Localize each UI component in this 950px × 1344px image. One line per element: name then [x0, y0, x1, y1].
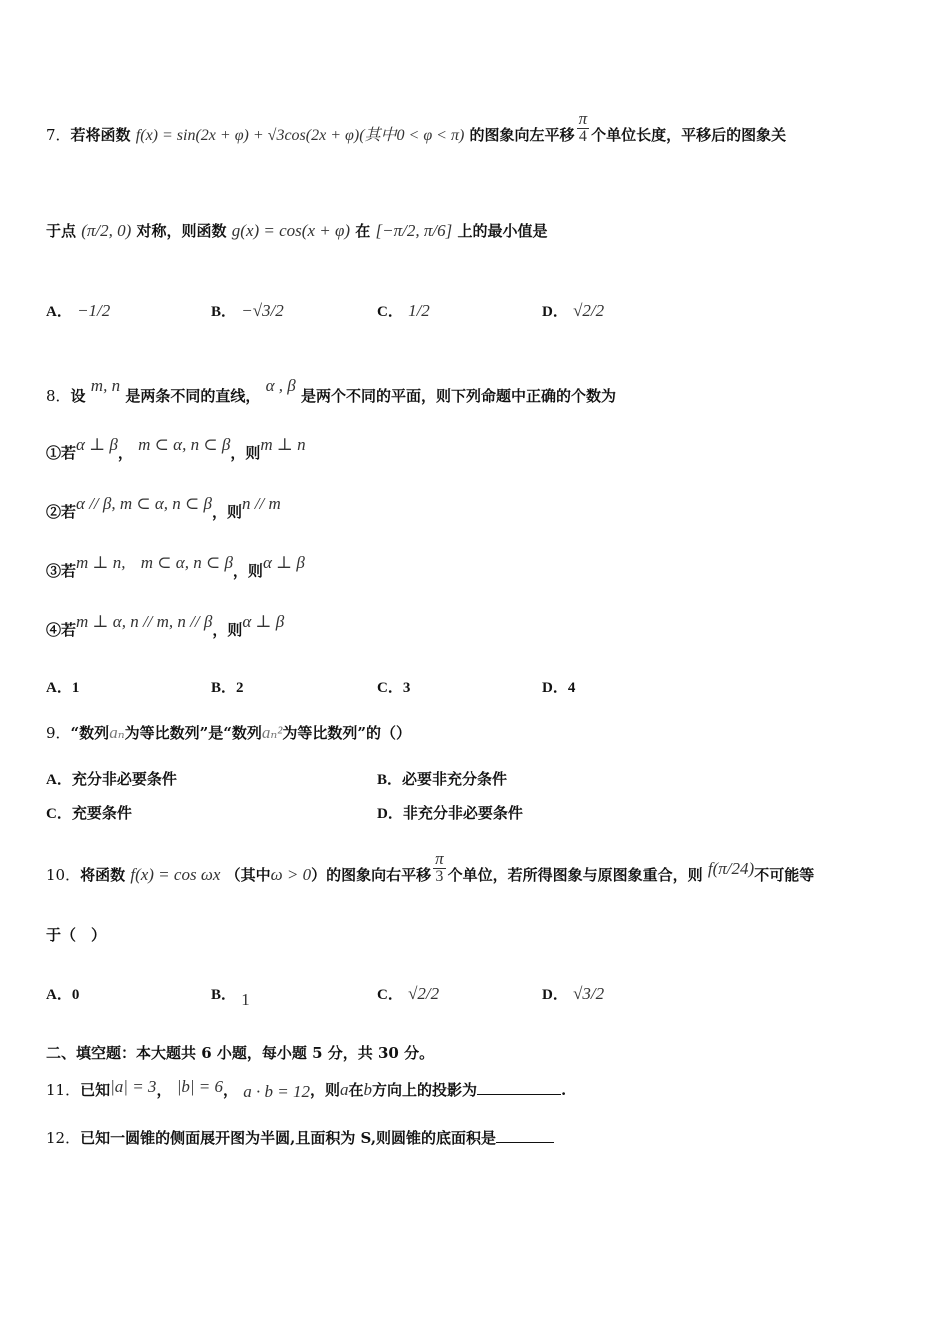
- q8-option-c: C．3: [377, 680, 411, 696]
- q8-text-b: 是两条不同的直线，: [125, 387, 261, 405]
- q10-condition: ω > 0: [270, 864, 312, 884]
- q8-planes: α , β: [265, 376, 296, 395]
- q8-option-d: D．4: [542, 680, 576, 696]
- q7-text-g: 上的最小值是: [457, 222, 548, 240]
- q10-option-d-value: √3/2: [573, 984, 605, 1003]
- q8-option-a: A．1: [46, 680, 80, 696]
- q7-g-function: g(x) = cos(x + φ): [231, 221, 351, 240]
- q10-line-2: 于（ ）: [46, 926, 107, 944]
- q7-option-a-value: −1/2: [77, 301, 111, 320]
- q8-line-1: [46, 376, 616, 406]
- section-2-title: 二、填空题：本大题共 6 小题，每小题 5 分，共 30 分。: [46, 1044, 435, 1062]
- q10-shift-fraction: $\frac{\pi}{3}$: [435, 849, 444, 885]
- q7-line-2: [46, 220, 547, 241]
- q9-sequence-2: aₙ²: [261, 723, 283, 742]
- q9-option-b: B．必要非充分条件: [377, 770, 508, 788]
- q7-number: 7．: [46, 125, 71, 144]
- q8-prop-2: ②若α // β, m ⊂ α, n ⊂ β，则n // m: [46, 494, 281, 521]
- q7-shift-fraction: $\frac{\pi}{4}$: [578, 109, 588, 145]
- q7-text-d: 于点: [46, 222, 77, 240]
- q11-cond-2: |b| = 6: [176, 1077, 224, 1096]
- q7-line-1: [46, 109, 787, 154]
- q7-text-c: 个单位长度，平移后的图象关: [591, 125, 787, 144]
- q9-option-a: A．充分非必要条件: [46, 770, 177, 788]
- q7-point: (π/2, 0): [81, 221, 132, 240]
- q8-option-b: B．2: [211, 680, 244, 696]
- q11-cond-1: |a| = 3: [110, 1077, 157, 1096]
- q9-sequence-1: aₙ: [109, 723, 125, 742]
- q7-text-a: 若将函数: [70, 125, 131, 144]
- q10-option-c: C． √2/2: [377, 984, 440, 1003]
- q9-number: 9．: [46, 724, 71, 742]
- q8-prop-4: ④若m ⊥ α, n // m, n // β，则α ⊥ β: [46, 612, 285, 639]
- q7-option-a: A． −1/2: [46, 301, 111, 320]
- q10-option-c-value: √2/2: [408, 984, 440, 1003]
- q7-option-d: D． √2/2: [542, 301, 605, 320]
- q10-option-b-value: 1: [241, 990, 250, 1009]
- q7-interval: [−π/2, π/6]: [375, 221, 453, 240]
- q10-option-b: B． 1: [211, 987, 250, 1009]
- q8-text-a: 设: [70, 387, 86, 405]
- q11-answer-blank[interactable]: [477, 1080, 561, 1095]
- q9-line: 9．“数列aₙ为等比数列”是“数列aₙ²为等比数列”的（）: [46, 723, 411, 742]
- q7-option-b-value: −√3/2: [241, 301, 284, 320]
- q12-line: [46, 1127, 554, 1148]
- q10-f-value: f(π/24): [707, 858, 755, 878]
- q7-option-b: B． −√3/2: [211, 301, 284, 320]
- q10-option-a: A．0: [46, 987, 80, 1003]
- q12-answer-blank[interactable]: [496, 1128, 554, 1143]
- q8-prop-1: ①若α ⊥ β， m ⊂ α, n ⊂ β，则m ⊥ n: [46, 435, 306, 462]
- q7-formula: f(x) = sin(2x + φ) + √3cos(2x + φ)(其中0 < φ < π): [135, 126, 465, 144]
- q10-formula: f(x) = cos ωx: [130, 864, 221, 884]
- q8-lines: m, n: [90, 376, 121, 395]
- q9-option-d: D．非充分非必要条件: [377, 804, 523, 822]
- q10-number: 10．: [46, 865, 81, 884]
- q8-text-c: 是两个不同的平面，则下列命题中正确的个数为: [300, 387, 616, 405]
- q11-line: 11．已知|a| = 3， |b| = 6， a · b = 12，则a在b方向上的投影为 .: [46, 1077, 567, 1101]
- q12-text: 已知一圆锥的侧面展开图为半圆,且面积为 S,则圆锥的底面积是: [80, 1129, 497, 1147]
- q9-option-c: C．充要条件: [46, 804, 132, 822]
- q7-option-c: C． 1/2: [377, 301, 430, 320]
- q11-number: 11．: [46, 1081, 81, 1099]
- q11-cond-3: a · b = 12: [243, 1082, 310, 1101]
- q7-option-c-value: 1/2: [408, 301, 430, 320]
- q7-text-e: 对称，则函数: [136, 222, 227, 240]
- q8-prop-3: ③若m ⊥ n, m ⊂ α, n ⊂ β，则α ⊥ β: [46, 553, 305, 580]
- q7-text-f: 在: [355, 222, 371, 240]
- q7-text-b: 的图象向左平移: [469, 125, 575, 144]
- q10-line-1: 10．将函数 f(x) = cos ωx （其中ω > 0）的图象向右平移 $\frac{\pi}{3}$ 个单位，若所得图象与原图象重合，则 f(π/24)不可能等: [46, 849, 815, 885]
- q8-number: 8．: [46, 387, 71, 405]
- q12-number: 12．: [46, 1129, 81, 1147]
- q7-option-d-value: √2/2: [573, 301, 605, 320]
- q10-option-d: D． √3/2: [542, 984, 605, 1003]
